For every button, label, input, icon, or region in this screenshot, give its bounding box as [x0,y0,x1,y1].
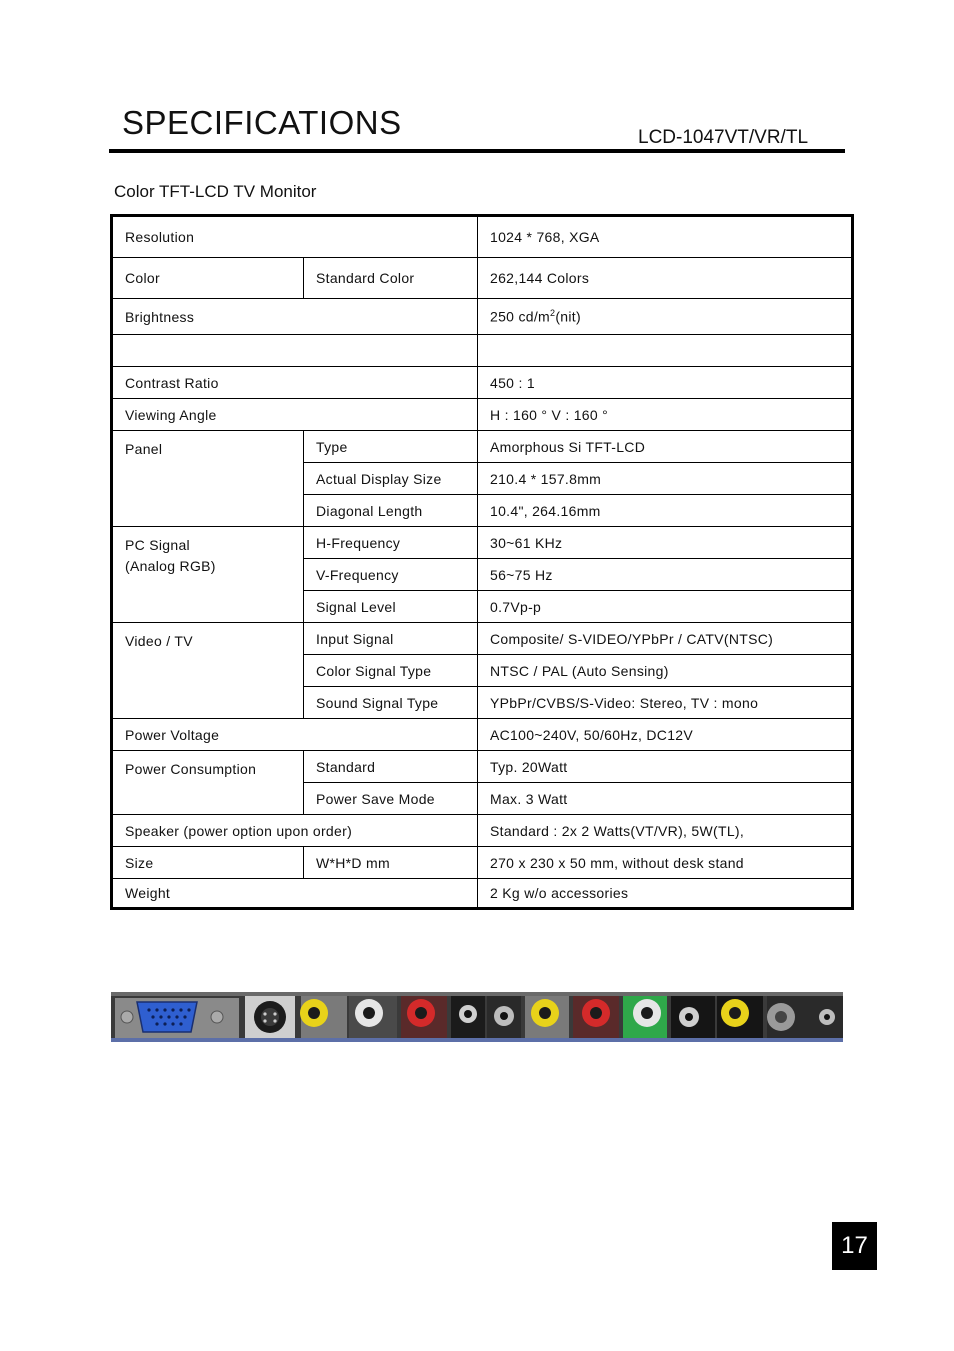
spec-sublabel: V-Frequency [304,559,478,591]
table-row [112,847,853,879]
model-number: LCD-1047VT/VR/TL [638,127,809,148]
spec-sublabel: Standard [304,751,478,783]
table-row [112,431,853,463]
table-row [112,399,853,431]
headphone-jack-icon [451,996,485,1038]
table-row [112,527,853,559]
spec-value: YPbPr/CVBS/S-Video: Stereo, TV : mono [478,687,853,719]
table-row [112,751,853,783]
pc-signal-label: PC Signal [125,537,190,553]
table-row [112,623,853,655]
table-row [112,879,853,909]
pc-signal-sublabel: (Analog RGB) [125,558,216,574]
spec-sublabel: H-Frequency [304,527,478,559]
spec-value: Amorphous Si TFT-LCD [478,431,853,463]
yellow-rca-jack-icon [525,996,569,1038]
yellow-rca-jack-icon [717,996,763,1038]
spec-label: Panel [112,431,304,527]
empty-cell [112,335,478,367]
empty-row [112,335,853,367]
connector-panel-image [111,992,843,1042]
table-row [112,299,853,335]
specifications-table [110,214,854,910]
s-video-port-icon [245,996,295,1038]
spec-value: 450 : 1 [478,367,853,399]
spec-sublabel: Power Save Mode [304,783,478,815]
spec-sublabel: Color Signal Type [304,655,478,687]
spec-value: 30~61 KHz [478,527,853,559]
spec-value: AC100~240V, 50/60Hz, DC12V [478,719,853,751]
spec-sublabel: W*H*D mm [304,847,478,879]
spec-value: 270 x 230 x 50 mm, without desk stand [478,847,853,879]
red-rca-jack-icon [401,996,447,1038]
spec-value: Max. 3 Watt [478,783,853,815]
spec-label: Size [112,847,304,879]
panel-top-edge [111,992,843,996]
yellow-rca-jack-icon [300,996,347,1038]
spec-value [478,299,853,335]
spec-label: Weight [112,879,478,909]
spec-sublabel: Type [304,431,478,463]
vga-port-icon [115,998,239,1038]
spec-sublabel: Actual Display Size [304,463,478,495]
spec-value: Typ. 20Watt [478,751,853,783]
page-title: SPECIFICATIONS [122,104,402,141]
spec-label: Power Consumption [112,751,304,815]
spec-sublabel: Sound Signal Type [304,687,478,719]
spec-value: 2 Kg w/o accessories [478,879,853,909]
table-row [112,216,853,258]
table-row [112,367,853,399]
red-rca-jack-icon [573,996,619,1038]
spec-label: Color [112,258,304,299]
table-row [112,258,853,299]
spec-label: Contrast Ratio [112,367,478,399]
white-rca-jack-icon [623,996,667,1038]
brightness-exponent: 2 [550,308,556,319]
spec-sublabel: Diagonal Length [304,495,478,527]
antenna-jack-icon [767,996,843,1038]
spec-sublabel: Standard Color [304,258,478,299]
empty-cell [478,335,853,367]
spec-value: Standard : 2x 2 Watts(VT/VR), 5W(TL), [478,815,853,847]
panel-bottom-edge [111,1038,843,1042]
brightness-value: 250 cd/m [490,308,550,325]
dc-power-jack-icon [487,996,521,1038]
spec-value: 10.4", 264.16mm [478,495,853,527]
spec-value: H : 160 ° V : 160 ° [478,399,853,431]
spec-value: NTSC / PAL (Auto Sensing) [478,655,853,687]
white-rca-jack-icon [349,996,397,1038]
spec-label: Brightness [112,299,478,335]
brightness-unit: (nit) [555,308,581,325]
spec-value: 1024 * 768, XGA [478,216,853,258]
spec-sublabel: Signal Level [304,591,478,623]
spec-sublabel: Input Signal [304,623,478,655]
spec-label [112,527,304,623]
page-number: 17 [832,1222,877,1270]
spec-value: 0.7Vp-p [478,591,853,623]
spec-value: 56~75 Hz [478,559,853,591]
audio-jack-icon [671,996,715,1038]
spec-label: Video / TV [112,623,304,719]
spec-label: Speaker (power option upon order) [112,815,478,847]
spec-value: 262,144 Colors [478,258,853,299]
section-subtitle: Color TFT-LCD TV Monitor [114,182,317,201]
spec-label: Viewing Angle [112,399,478,431]
spec-value: 210.4 * 157.8mm [478,463,853,495]
spec-label: Power Voltage [112,719,478,751]
spec-value: Composite/ S-VIDEO/YPbPr / CATV(NTSC) [478,623,853,655]
table-row [112,719,853,751]
table-row [112,815,853,847]
spec-label: Resolution [112,216,478,258]
title-divider [109,149,845,153]
